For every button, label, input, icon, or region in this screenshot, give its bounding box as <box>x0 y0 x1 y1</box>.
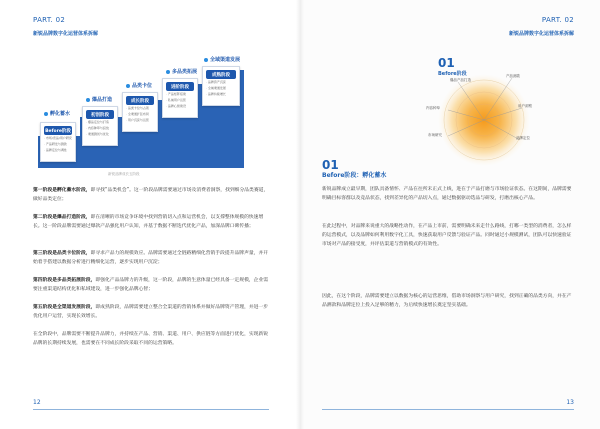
stage-line: · 全域渠道发展 <box>206 86 226 90</box>
stage-card <box>122 92 158 132</box>
stage-tag: 品类卡位 <box>126 82 152 89</box>
stage-line: · 品牌定位与调性 <box>44 148 67 152</box>
diagram-label: 品牌定位 <box>516 136 530 140</box>
footer-rule <box>322 409 574 410</box>
stage-line: · 全渠道扩张布局 <box>126 112 149 116</box>
paragraph-lead: 第五阶段是全渠道发展阶段， <box>33 305 96 310</box>
paragraph-text: 即在清晰的市场竞争环境中找到营销切入点和运营机会，以支撑整体规模的快速增长。这一阶段品牌需要通过爆款产品强化用户认知，并基于数据不断迭代优化产品，加深品牌口碑传播； <box>33 215 264 229</box>
section-subtitle: 新锐品牌数字化运营体系拆解 <box>33 31 99 37</box>
body-paragraph <box>33 249 269 267</box>
part-label: PART. 02 <box>33 16 66 24</box>
diagram-label: 内容种草 <box>426 106 440 110</box>
stage-line: · 品牌心智建设 <box>166 104 186 108</box>
stage-line: · 爆品定位与打造 <box>86 120 109 124</box>
diagram-label: 用户洞察 <box>518 104 532 108</box>
stage-line: · 产品研发与测款 <box>44 142 67 146</box>
paragraph-lead: 第四阶段是多品类拓展阶段， <box>33 278 96 283</box>
figure-caption: 新锐品牌成长五阶段 <box>108 172 140 176</box>
paragraph-lead: 第一阶段是孵化蓄水阶段， <box>33 188 91 193</box>
book-gutter <box>296 0 304 429</box>
stage-line: · 渠道测试与优化 <box>86 132 109 136</box>
footer-rule <box>33 409 269 410</box>
body-paragraph: 在此过程中，对品牌来说重大的战略性动作，在产品上市前，需要明确未来走什么路线，打哪一类型的消费者，怎么样的运营模式，以及品牌如何利用数字化工具，快速获取用户反馈与验证产品。同时通过小规模测试，团队可以快速验证市场对产品的接受度，并评估渠道与营销模式的有效性。 <box>322 224 572 247</box>
stage-line: · 品牌资产沉淀 <box>206 80 226 84</box>
paragraph-lead: 第三阶段是品类卡位阶段， <box>33 251 91 256</box>
stage-line: · 私域用户运营 <box>166 98 186 102</box>
stage-tag: 爆品打造 <box>86 96 112 103</box>
diagram-title: Before阶段 <box>438 71 467 77</box>
stage-card <box>82 106 118 146</box>
body-paragraph: 新锐品牌成立最早期，团队具备情怀、产品在往所未正式上线，进在于产品打磨与市场验证状态。在这期间，品牌需要明确目标客群以及竞品状态，找到差异化的产品切入点，通过数据驱动选品与研发，打磨出核心产品。 <box>322 187 572 201</box>
body-paragraph <box>33 213 269 231</box>
page-number: 13 <box>566 399 574 406</box>
stage-line: · 品类卡位与占领 <box>126 106 149 110</box>
stage-line: · 用户沉淀与运营 <box>126 118 149 122</box>
diagram-number: 01 <box>438 56 455 70</box>
body-paragraph <box>33 303 269 321</box>
stage-title: 成熟阶段 <box>206 70 236 79</box>
body-paragraph <box>33 330 269 348</box>
right-page <box>300 0 600 429</box>
body-paragraph <box>33 276 269 294</box>
diagram-label: 爆品产品打造 <box>450 78 471 82</box>
stage-tag: 全域渠道发展 <box>204 56 240 63</box>
section-number: 01 <box>322 158 339 172</box>
stage-card <box>40 122 76 162</box>
section-subtitle: 新锐品牌数字化运营体系拆解 <box>508 31 574 37</box>
paragraph-text: 即寻求产品力的规模效应。品牌需要通过全链路精细化营销手段提升品牌声量，并开始着手搭建以数据分析进行精细化运营，逐步实现用户沉淀； <box>33 251 269 265</box>
stage-card <box>162 78 198 118</box>
paragraph-lead: 第二阶段是爆品打造阶段， <box>33 215 91 220</box>
stage-line: · 品牌持续增长 <box>206 92 226 96</box>
stage-line: · 产品矩阵搭建 <box>166 92 186 96</box>
diagram-label: 市场研究 <box>428 133 442 137</box>
paragraph-text: 在全阶段中，品牌需要不断提升品牌力，并持续在产品、营销、渠道、用户、供应链等方面进行优化，实现新锐品牌的长期持续发展，也需要在不同成长阶段采取不同的运营策略。 <box>33 332 269 346</box>
body-paragraph: 因此，在这个阶段，品牌需要建立以数据为核心的运营思维，借助市场洞察与用户研究，找到正确的品类方向，并在产品测款和品牌定位上投入足够的精力，为后续快速增长奠定坚实基础。 <box>322 294 572 308</box>
stage-title: 进阶阶段 <box>166 82 194 91</box>
stage-title: Before阶段 <box>44 126 72 135</box>
stage-line: · 内容种草与投放 <box>86 126 109 130</box>
paragraph-text: 即寻找“品类机会”。这一阶段品牌需要通过市场及消费者洞察，找到细分品类赛道，做好品类定位； <box>33 188 269 202</box>
stage-tag: 多品类拓展 <box>166 68 197 75</box>
paragraph-text: 即成熟阶段，品牌需要建立整合全渠道的营销体系并做好品牌资产管理，并进一步优化用户运营，实现长效增长。 <box>33 305 269 319</box>
stage-card <box>202 66 240 106</box>
body-paragraph <box>33 186 269 204</box>
radial-glow-graphic <box>418 60 538 170</box>
stage-title: 初创阶段 <box>86 110 114 119</box>
stage-title: 成长阶段 <box>126 96 154 105</box>
paragraph-text: 即强化产品品牌力的升级，这一阶段，品牌的生意体量已经具备一定规模，企业需要注重渠道结构优化和私域建设，进一步强化品牌心智； <box>33 278 269 292</box>
stage-tag: 孵化蓄水 <box>44 110 70 117</box>
diagram-label: 产品测款 <box>506 74 520 78</box>
stage-line: · 市场/竞品/用户研究 <box>44 136 72 140</box>
page-number: 12 <box>33 399 41 406</box>
section-title: Before阶段：孵化蓄水 <box>322 172 387 179</box>
part-label: PART. 02 <box>541 16 574 24</box>
